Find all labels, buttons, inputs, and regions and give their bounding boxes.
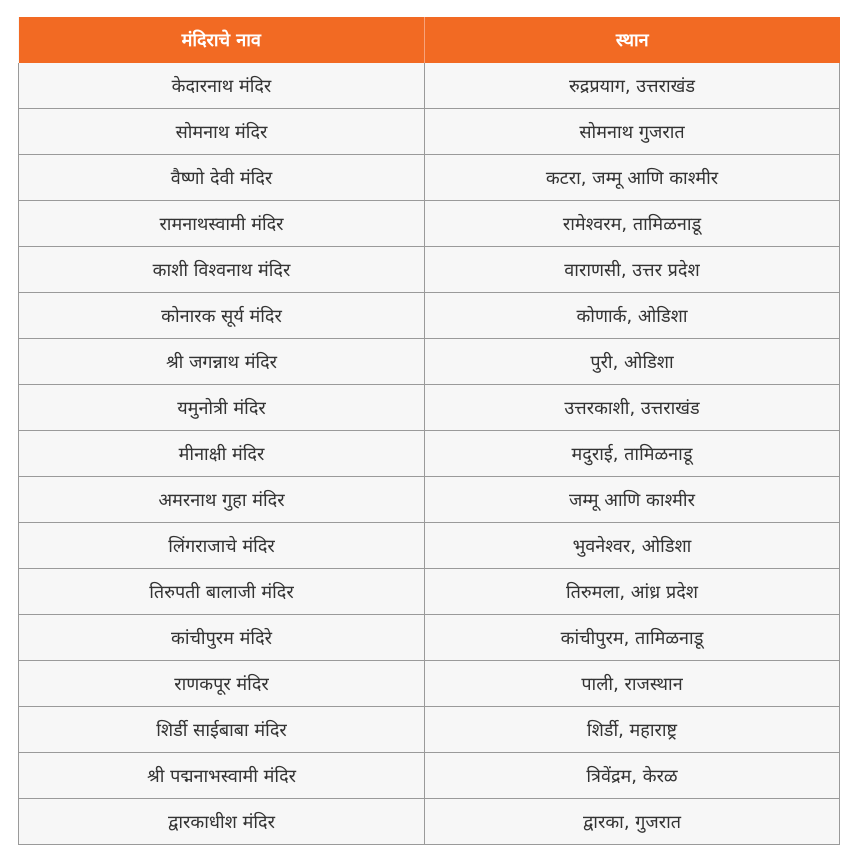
temple-name-cell: कांचीपुरम मंदिरे [19,615,425,661]
location-cell: मदुराई, तामिळनाडू [425,431,840,477]
location-cell: त्रिवेंद्रम, केरळ [425,753,840,799]
temple-name-cell: काशी विश्वनाथ मंदिर [19,247,425,293]
temple-name-cell: श्री जगन्नाथ मंदिर [19,339,425,385]
temples-table-container [18,17,839,845]
table-row [19,753,840,799]
location-cell: पुरी, ओडिशा [425,339,840,385]
location-cell: उत्तरकाशी, उत्तराखंड [425,385,840,431]
table-row [19,523,840,569]
temples-table [18,17,840,845]
table-body [19,63,840,845]
table-row [19,799,840,845]
temple-name-cell: अमरनाथ गुहा मंदिर [19,477,425,523]
temple-name-cell: यमुनोत्री मंदिर [19,385,425,431]
location-cell: द्वारका, गुजरात [425,799,840,845]
table-header [19,17,840,63]
table-row [19,339,840,385]
temple-name-cell: द्वारकाधीश मंदिर [19,799,425,845]
location-cell: रामेश्वरम, तामिळनाडू [425,201,840,247]
temple-name-cell: सोमनाथ मंदिर [19,109,425,155]
table-row [19,155,840,201]
table-row [19,247,840,293]
table-row [19,661,840,707]
header-row [19,17,840,63]
temple-name-cell: लिंगराजाचे मंदिर [19,523,425,569]
temple-name-cell: रामनाथस्वामी मंदिर [19,201,425,247]
table-row [19,385,840,431]
table-row [19,707,840,753]
temple-name-cell: शिर्डी साईबाबा मंदिर [19,707,425,753]
table-row [19,63,840,109]
temple-name-cell: वैष्णो देवी मंदिर [19,155,425,201]
table-row [19,293,840,339]
location-cell: सोमनाथ गुजरात [425,109,840,155]
temple-name-cell: राणकपूर मंदिर [19,661,425,707]
location-cell: रुद्रप्रयाग, उत्तराखंड [425,63,840,109]
table-row [19,569,840,615]
temple-name-cell: मीनाक्षी मंदिर [19,431,425,477]
table-row [19,431,840,477]
table-row [19,615,840,661]
table-row [19,109,840,155]
location-cell: पाली, राजस्थान [425,661,840,707]
temple-name-cell: तिरुपती बालाजी मंदिर [19,569,425,615]
location-cell: कांचीपुरम, तामिळनाडू [425,615,840,661]
location-cell: तिरुमला, आंध्र प्रदेश [425,569,840,615]
header-temple-name: मंदिराचे नाव [19,17,425,63]
location-cell: कोणार्क, ओडिशा [425,293,840,339]
location-cell: जम्मू आणि काश्मीर [425,477,840,523]
temple-name-cell: श्री पद्मनाभस्वामी मंदिर [19,753,425,799]
temple-name-cell: कोनारक सूर्य मंदिर [19,293,425,339]
location-cell: कटरा, जम्मू आणि काश्मीर [425,155,840,201]
table-row [19,477,840,523]
location-cell: शिर्डी, महाराष्ट्र [425,707,840,753]
location-cell: वाराणसी, उत्तर प्रदेश [425,247,840,293]
table-row [19,201,840,247]
location-cell: भुवनेश्वर, ओडिशा [425,523,840,569]
header-location: स्थान [425,17,840,63]
temple-name-cell: केदारनाथ मंदिर [19,63,425,109]
